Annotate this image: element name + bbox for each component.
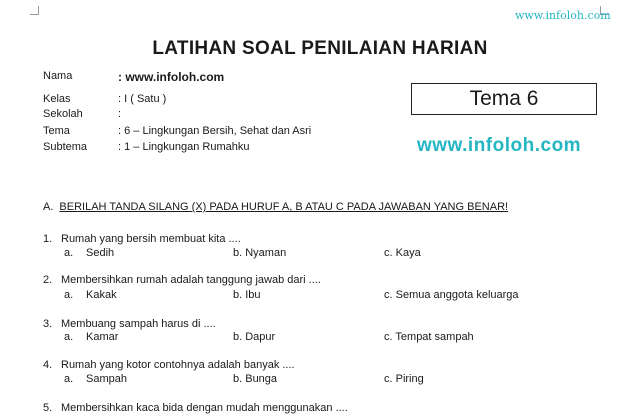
option-c: c. Semua anggota keluarga: [384, 289, 519, 301]
option-c: c. Piring: [384, 373, 424, 385]
info-value: : www.infoloh.com: [118, 70, 225, 84]
option-text: Kakak: [86, 289, 117, 301]
tema-box: Tema 6: [411, 83, 597, 115]
option-letter: a.: [64, 247, 74, 259]
option-b: b. Dapur: [233, 331, 276, 343]
page-corner-marker-left: [30, 6, 39, 15]
question-text: Rumah yang kotor contohnya adalah banyak ....: [61, 359, 295, 371]
info-label: Tema: [43, 125, 70, 137]
info-label: Subtema: [43, 141, 88, 153]
question-text: Rumah yang bersih membuat kita ....: [61, 233, 241, 245]
option-b: b. Bunga: [233, 373, 278, 385]
info-value: : 1 – Lingkungan Rumahku: [118, 141, 250, 153]
question-number: 2.: [43, 274, 53, 286]
question-text: Membuang sampah harus di ....: [61, 318, 216, 330]
question-number: 1.: [43, 233, 53, 245]
question-number: 3.: [43, 318, 53, 330]
info-value: : I ( Satu ): [118, 93, 167, 105]
info-label: Nama: [43, 70, 73, 82]
question-number: 4.: [43, 359, 53, 371]
option-b: b. Nyaman: [233, 247, 287, 259]
info-label: Kelas: [43, 93, 71, 105]
site-url: www.infoloh.com: [417, 135, 582, 156]
section-letter: A.: [43, 201, 54, 213]
option-text: Sampah: [86, 373, 127, 385]
option-c: c. Kaya: [384, 247, 421, 259]
question-text: Membersihkan rumah adalah tanggung jawab dari ....: [61, 274, 321, 286]
info-value: :: [118, 108, 122, 120]
option-text: Sedih: [86, 247, 115, 259]
option-c: c. Tempat sampah: [384, 331, 474, 343]
question-text: Membersihkan kaca bida dengan mudah menggunakan ....: [61, 402, 348, 414]
page-title: LATIHAN SOAL PENILAIAN HARIAN: [152, 38, 488, 59]
watermark-text: www.infoloh.com: [515, 9, 611, 22]
question-number: 5.: [43, 402, 53, 414]
info-label: Sekolah: [43, 108, 83, 120]
option-text: Kamar: [86, 331, 119, 343]
option-letter: a.: [64, 373, 74, 385]
section-heading: [43, 201, 508, 213]
option-b: b. Ibu: [233, 289, 261, 301]
section-instruction: BERILAH TANDA SILANG (X) PADA HURUF A, B ATAU C PADA JAWABAN YANG BENAR!: [59, 201, 509, 213]
option-letter: a.: [64, 289, 74, 301]
info-value: : 6 – Lingkungan Bersih, Sehat dan Asri: [118, 125, 312, 137]
option-letter: a.: [64, 331, 74, 343]
